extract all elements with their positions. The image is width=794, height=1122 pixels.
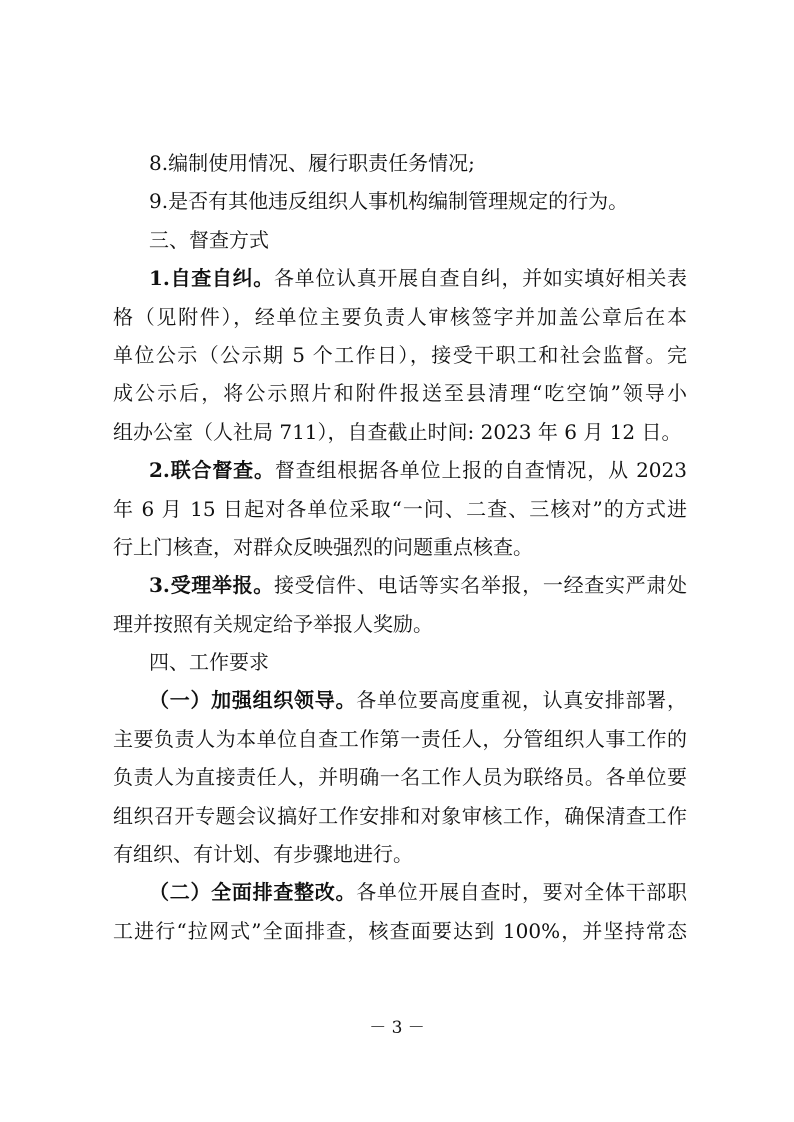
paragraph-leadership-title: （一）加强组织领导。: [149, 688, 357, 713]
item-9: 9.是否有其他违反组织人事机构编制管理规定的行为。: [149, 189, 629, 214]
paragraph-text: 各单位要高度重视，认真安排部署，: [356, 688, 687, 713]
section-4-heading: 四、工作要求: [149, 650, 269, 675]
paragraph-rectification-title: （二）全面排查整改。: [149, 880, 357, 905]
paragraph-text: 各单位开展自查时，要对全体干部职: [356, 880, 687, 905]
page-number: － 3 －: [369, 1018, 425, 1038]
paragraph-line: 组织召开专题会议搞好工作安排和对象审核工作，确保清查工作: [113, 803, 687, 828]
paragraph-line: 负责人为直接责任人，并明确一名工作人员为联络员。各单位要: [113, 765, 687, 790]
paragraph-reports-title: 3.受理举报。: [149, 573, 274, 598]
paragraph-text: 接受信件、电话等实名举报，一经查实严肃处: [274, 573, 687, 598]
paragraph-leadership: [113, 681, 687, 719]
paragraph-text: 各单位认真开展自查自纠，并如实填好相关表: [274, 266, 687, 291]
paragraph-line: 主要负责人为本单位自查工作第一责任人，分管组织人事工作的: [113, 726, 687, 751]
paragraph-line: 单位公示（公示期 5 个工作日），接受干职工和社会监督。完: [113, 342, 687, 367]
paragraph-line: 年 6 月 15 日起对各单位采取“一问、二查、三核对”的方式进: [113, 496, 687, 521]
document-body: [113, 144, 687, 950]
paragraph-line: 成公示后，将公示照片和附件报送至县清理“吃空饷”领导小: [113, 381, 687, 406]
paragraph-line: 组办公室（人社局 711），自查截止时间: 2023 年 6 月 12 日。: [113, 419, 682, 444]
paragraph-line: 行上门核查，对群众反映强烈的问题重点核查。: [113, 534, 533, 559]
paragraph-reports: [113, 566, 687, 604]
paragraph-joint-inspection-title: 2.联合督查。: [149, 458, 275, 483]
paragraph-self-check-title: 1.自查自纠。: [149, 266, 274, 291]
paragraph-line: 有组织、有计划、有步骤地进行。: [113, 842, 413, 867]
paragraph-line: 格（见附件），经单位主要负责人审核签字并加盖公章后在本: [113, 304, 687, 329]
paragraph-line: 理并按照有关规定给予举报人奖励。: [113, 611, 433, 636]
paragraph-joint-inspection: [113, 451, 687, 489]
item-8: 8.编制使用情况、履行职责任务情况;: [149, 151, 475, 175]
section-3-heading: 三、督查方式: [149, 227, 269, 252]
paragraph-line: 工进行“拉网式”全面排查，核查面要达到 100%，并坚持常态: [113, 918, 687, 943]
paragraph-rectification: [113, 873, 687, 911]
paragraph-text: 督查组根据各单位上报的自查情况，从 2023: [274, 458, 687, 483]
paragraph-self-check: [113, 259, 687, 297]
